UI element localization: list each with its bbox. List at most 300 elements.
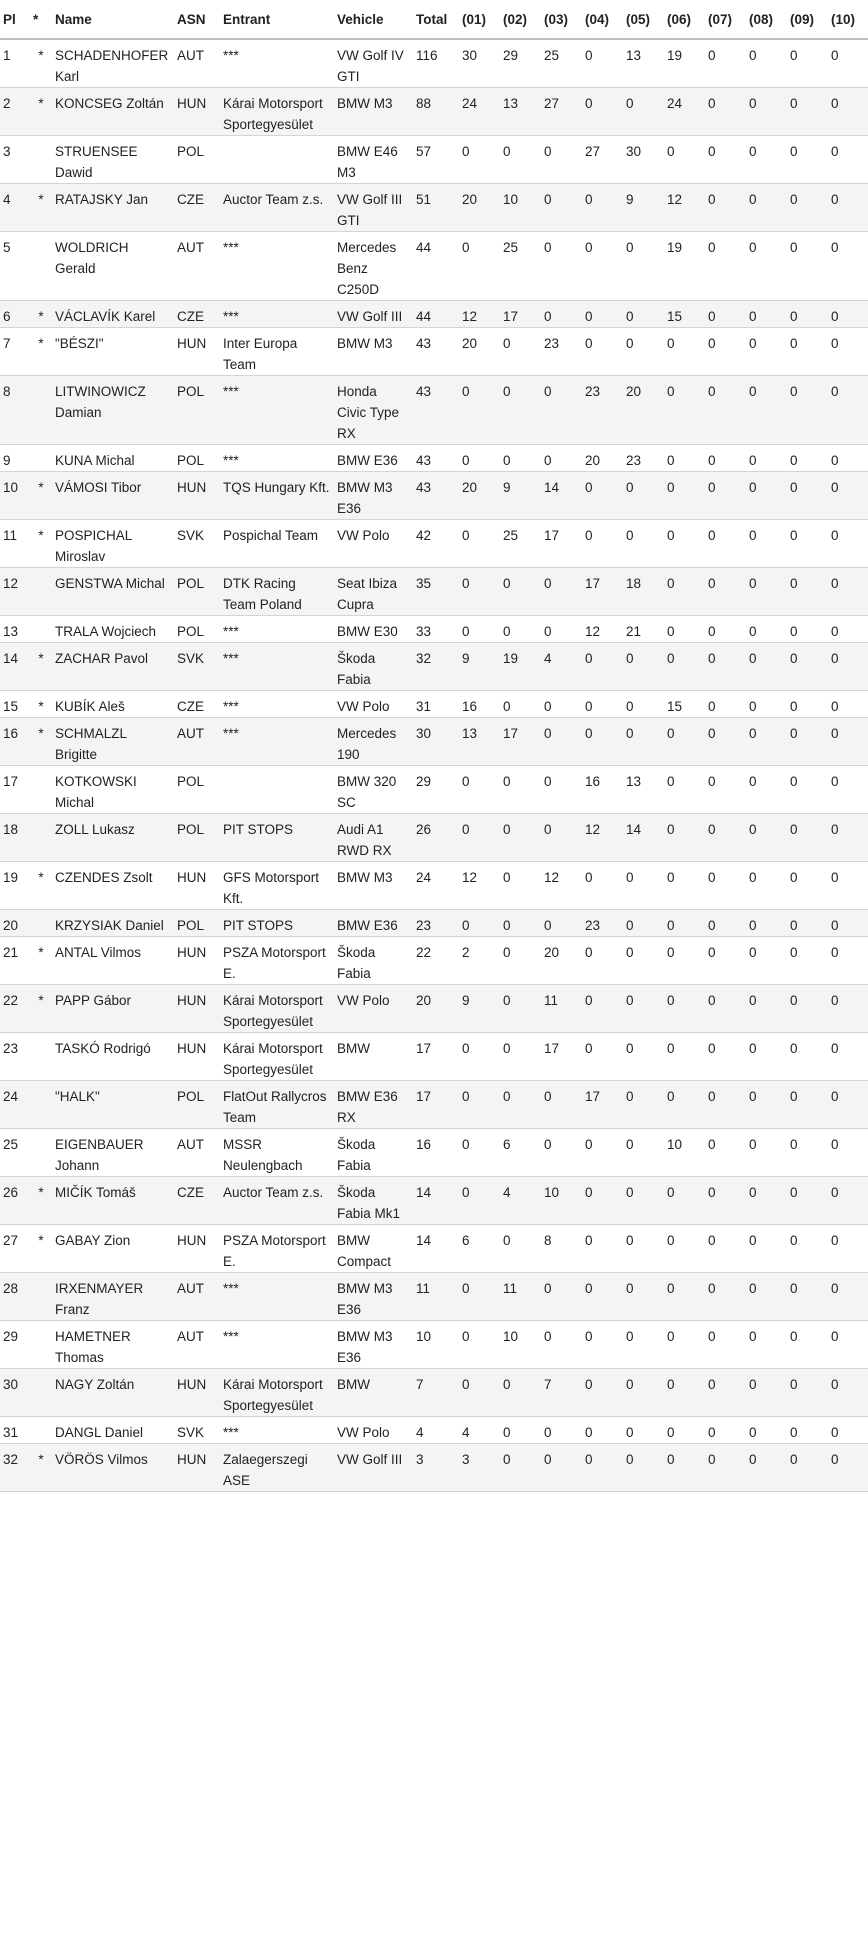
cell-round-10: 0 <box>827 862 868 910</box>
cell-round-10: 0 <box>827 1129 868 1177</box>
cell-mark <box>30 814 52 862</box>
cell-round-04: 0 <box>581 328 622 376</box>
cell-total: 116 <box>412 39 458 88</box>
cell-round-01: 4 <box>458 1417 499 1444</box>
cell-entrant: Kárai Motorsport Sportegyesület <box>220 88 334 136</box>
cell-round-08: 0 <box>745 814 786 862</box>
cell-round-03: 25 <box>540 39 581 88</box>
cell-round-08: 0 <box>745 691 786 718</box>
cell-entrant: *** <box>220 718 334 766</box>
cell-round-06: 0 <box>663 937 704 985</box>
cell-round-06: 0 <box>663 766 704 814</box>
cell-name: NAGY Zoltán <box>52 1369 174 1417</box>
cell-round-05: 0 <box>622 1321 663 1369</box>
cell-round-01: 0 <box>458 766 499 814</box>
cell-round-10: 0 <box>827 184 868 232</box>
cell-round-02: 9 <box>499 472 540 520</box>
cell-name: PAPP Gábor <box>52 985 174 1033</box>
cell-round-08: 0 <box>745 616 786 643</box>
table-row <box>0 1129 868 1177</box>
cell-mark: * <box>30 1177 52 1225</box>
cell-entrant: PSZA Motorsport E. <box>220 937 334 985</box>
cell-round-09: 0 <box>786 1417 827 1444</box>
cell-round-08: 0 <box>745 718 786 766</box>
cell-round-08: 0 <box>745 88 786 136</box>
cell-round-03: 27 <box>540 88 581 136</box>
cell-round-02: 0 <box>499 910 540 937</box>
cell-mark <box>30 1417 52 1444</box>
cell-round-05: 0 <box>622 1177 663 1225</box>
cell-round-02: 17 <box>499 301 540 328</box>
cell-total: 22 <box>412 937 458 985</box>
cell-name: KUNA Michal <box>52 445 174 472</box>
cell-vehicle: Mercedes Benz C250D <box>334 232 412 301</box>
cell-round-03: 7 <box>540 1369 581 1417</box>
cell-round-01: 6 <box>458 1225 499 1273</box>
cell-total: 24 <box>412 862 458 910</box>
cell-round-09: 0 <box>786 718 827 766</box>
cell-round-07: 0 <box>704 88 745 136</box>
cell-place: 10 <box>0 472 30 520</box>
cell-total: 17 <box>412 1033 458 1081</box>
cell-vehicle: Škoda Fabia <box>334 643 412 691</box>
cell-round-06: 0 <box>663 1177 704 1225</box>
cell-round-06: 0 <box>663 136 704 184</box>
cell-round-07: 0 <box>704 766 745 814</box>
cell-place: 19 <box>0 862 30 910</box>
cell-total: 43 <box>412 472 458 520</box>
cell-round-08: 0 <box>745 328 786 376</box>
cell-name: RATAJSKY Jan <box>52 184 174 232</box>
table-row <box>0 1081 868 1129</box>
cell-round-03: 0 <box>540 616 581 643</box>
cell-round-01: 9 <box>458 985 499 1033</box>
cell-round-10: 0 <box>827 136 868 184</box>
cell-entrant: *** <box>220 39 334 88</box>
cell-name: VÖRÖS Vilmos <box>52 1444 174 1492</box>
cell-name: WOLDRICH Gerald <box>52 232 174 301</box>
cell-round-10: 0 <box>827 328 868 376</box>
cell-round-07: 0 <box>704 328 745 376</box>
cell-place: 14 <box>0 643 30 691</box>
cell-round-05: 0 <box>622 862 663 910</box>
cell-round-07: 0 <box>704 301 745 328</box>
cell-vehicle: VW Polo <box>334 1417 412 1444</box>
cell-round-06: 0 <box>663 1225 704 1273</box>
cell-round-04: 0 <box>581 184 622 232</box>
cell-round-03: 0 <box>540 184 581 232</box>
cell-round-02: 0 <box>499 691 540 718</box>
cell-round-07: 0 <box>704 862 745 910</box>
cell-round-05: 0 <box>622 1417 663 1444</box>
cell-round-03: 17 <box>540 520 581 568</box>
cell-round-05: 0 <box>622 520 663 568</box>
cell-round-05: 0 <box>622 1225 663 1273</box>
cell-round-05: 0 <box>622 937 663 985</box>
table-row <box>0 937 868 985</box>
cell-name: IRXENMAYER Franz <box>52 1273 174 1321</box>
cell-round-08: 0 <box>745 520 786 568</box>
table-row <box>0 814 868 862</box>
cell-asn: POL <box>174 766 220 814</box>
cell-name: SCHMALZL Brigitte <box>52 718 174 766</box>
cell-name: TRALA Wojciech <box>52 616 174 643</box>
cell-round-02: 0 <box>499 616 540 643</box>
cell-round-07: 0 <box>704 520 745 568</box>
cell-round-04: 16 <box>581 766 622 814</box>
cell-round-04: 0 <box>581 1417 622 1444</box>
cell-vehicle: BMW M3 <box>334 328 412 376</box>
cell-round-04: 17 <box>581 568 622 616</box>
table-row <box>0 691 868 718</box>
cell-round-02: 25 <box>499 520 540 568</box>
cell-asn: AUT <box>174 1273 220 1321</box>
cell-asn: HUN <box>174 937 220 985</box>
cell-asn: HUN <box>174 1033 220 1081</box>
cell-asn: POL <box>174 814 220 862</box>
cell-round-01: 0 <box>458 1081 499 1129</box>
cell-round-01: 0 <box>458 1369 499 1417</box>
cell-name: CZENDES Zsolt <box>52 862 174 910</box>
cell-round-07: 0 <box>704 1369 745 1417</box>
cell-round-09: 0 <box>786 643 827 691</box>
cell-entrant: Kárai Motorsport Sportegyesület <box>220 1369 334 1417</box>
cell-name: "HALK" <box>52 1081 174 1129</box>
cell-round-09: 0 <box>786 472 827 520</box>
cell-round-04: 17 <box>581 1081 622 1129</box>
cell-asn: HUN <box>174 985 220 1033</box>
cell-asn: CZE <box>174 301 220 328</box>
cell-round-03: 8 <box>540 1225 581 1273</box>
cell-round-10: 0 <box>827 232 868 301</box>
cell-round-08: 0 <box>745 985 786 1033</box>
cell-round-10: 0 <box>827 1417 868 1444</box>
cell-entrant: Zalaegerszegi ASE <box>220 1444 334 1492</box>
header-mark: * <box>30 0 52 39</box>
header-round-10: (10) <box>827 0 868 39</box>
cell-round-10: 0 <box>827 691 868 718</box>
cell-round-01: 20 <box>458 328 499 376</box>
header-pl: Pl <box>0 0 30 39</box>
cell-mark: * <box>30 691 52 718</box>
header-asn: ASN <box>174 0 220 39</box>
cell-mark <box>30 445 52 472</box>
cell-mark: * <box>30 88 52 136</box>
table-row <box>0 1444 868 1492</box>
table-row <box>0 910 868 937</box>
cell-round-07: 0 <box>704 1033 745 1081</box>
cell-round-02: 17 <box>499 718 540 766</box>
cell-asn: HUN <box>174 1225 220 1273</box>
cell-place: 5 <box>0 232 30 301</box>
cell-asn: AUT <box>174 1321 220 1369</box>
cell-round-09: 0 <box>786 910 827 937</box>
cell-round-09: 0 <box>786 232 827 301</box>
cell-round-02: 6 <box>499 1129 540 1177</box>
table-row <box>0 472 868 520</box>
cell-round-09: 0 <box>786 301 827 328</box>
cell-round-06: 0 <box>663 1369 704 1417</box>
cell-round-02: 0 <box>499 1033 540 1081</box>
cell-round-03: 0 <box>540 1129 581 1177</box>
cell-round-04: 0 <box>581 862 622 910</box>
cell-round-05: 9 <box>622 184 663 232</box>
cell-round-10: 0 <box>827 937 868 985</box>
cell-mark <box>30 766 52 814</box>
cell-entrant: *** <box>220 445 334 472</box>
cell-round-03: 0 <box>540 814 581 862</box>
cell-vehicle: VW Polo <box>334 691 412 718</box>
cell-round-06: 0 <box>663 643 704 691</box>
cell-mark: * <box>30 184 52 232</box>
cell-total: 88 <box>412 88 458 136</box>
cell-round-10: 0 <box>827 301 868 328</box>
cell-name: KUBÍK Aleš <box>52 691 174 718</box>
cell-round-03: 0 <box>540 718 581 766</box>
cell-mark: * <box>30 862 52 910</box>
cell-round-06: 0 <box>663 445 704 472</box>
cell-round-05: 0 <box>622 232 663 301</box>
cell-round-09: 0 <box>786 1273 827 1321</box>
cell-round-02: 0 <box>499 445 540 472</box>
cell-vehicle: BMW M3 E36 <box>334 472 412 520</box>
cell-round-10: 0 <box>827 766 868 814</box>
cell-round-02: 0 <box>499 1369 540 1417</box>
cell-round-09: 0 <box>786 445 827 472</box>
cell-round-06: 24 <box>663 88 704 136</box>
cell-vehicle: BMW Compact <box>334 1225 412 1273</box>
cell-round-10: 0 <box>827 1081 868 1129</box>
cell-name: EIGENBAUER Johann <box>52 1129 174 1177</box>
cell-round-04: 0 <box>581 1129 622 1177</box>
cell-round-01: 0 <box>458 232 499 301</box>
cell-round-10: 0 <box>827 472 868 520</box>
cell-total: 31 <box>412 691 458 718</box>
cell-round-05: 0 <box>622 691 663 718</box>
cell-place: 30 <box>0 1369 30 1417</box>
cell-place: 31 <box>0 1417 30 1444</box>
cell-entrant: *** <box>220 1321 334 1369</box>
cell-round-03: 11 <box>540 985 581 1033</box>
cell-round-10: 0 <box>827 1033 868 1081</box>
cell-entrant: *** <box>220 1417 334 1444</box>
cell-round-10: 0 <box>827 445 868 472</box>
cell-round-03: 14 <box>540 472 581 520</box>
cell-round-07: 0 <box>704 136 745 184</box>
cell-round-08: 0 <box>745 1273 786 1321</box>
cell-mark: * <box>30 301 52 328</box>
cell-round-03: 0 <box>540 1321 581 1369</box>
table-row <box>0 568 868 616</box>
cell-round-04: 0 <box>581 1177 622 1225</box>
table-row <box>0 985 868 1033</box>
header-entrant: Entrant <box>220 0 334 39</box>
cell-round-09: 0 <box>786 814 827 862</box>
cell-round-01: 0 <box>458 136 499 184</box>
cell-vehicle: BMW M3 <box>334 88 412 136</box>
cell-round-03: 4 <box>540 643 581 691</box>
cell-entrant: Kárai Motorsport Sportegyesület <box>220 985 334 1033</box>
header-round-03: (03) <box>540 0 581 39</box>
cell-round-04: 0 <box>581 1369 622 1417</box>
cell-round-07: 0 <box>704 1129 745 1177</box>
cell-round-01: 0 <box>458 568 499 616</box>
cell-name: "BÉSZI" <box>52 328 174 376</box>
cell-round-02: 25 <box>499 232 540 301</box>
cell-vehicle: BMW E36 <box>334 445 412 472</box>
cell-total: 14 <box>412 1177 458 1225</box>
cell-round-04: 0 <box>581 691 622 718</box>
cell-round-07: 0 <box>704 1417 745 1444</box>
cell-round-09: 0 <box>786 1321 827 1369</box>
cell-round-03: 0 <box>540 568 581 616</box>
table-row <box>0 445 868 472</box>
cell-round-06: 0 <box>663 862 704 910</box>
cell-round-04: 0 <box>581 472 622 520</box>
cell-vehicle: BMW E30 <box>334 616 412 643</box>
cell-round-06: 0 <box>663 520 704 568</box>
cell-round-01: 2 <box>458 937 499 985</box>
cell-round-04: 0 <box>581 232 622 301</box>
header-round-08: (08) <box>745 0 786 39</box>
cell-mark <box>30 1081 52 1129</box>
cell-round-04: 0 <box>581 88 622 136</box>
cell-round-06: 0 <box>663 718 704 766</box>
cell-round-05: 13 <box>622 766 663 814</box>
cell-total: 26 <box>412 814 458 862</box>
header-row <box>0 0 868 39</box>
cell-round-07: 0 <box>704 985 745 1033</box>
cell-entrant: Inter Europa Team <box>220 328 334 376</box>
cell-place: 15 <box>0 691 30 718</box>
cell-mark <box>30 1321 52 1369</box>
cell-asn: HUN <box>174 862 220 910</box>
cell-asn: POL <box>174 136 220 184</box>
cell-place: 24 <box>0 1081 30 1129</box>
cell-round-10: 0 <box>827 376 868 445</box>
cell-round-08: 0 <box>745 39 786 88</box>
cell-round-07: 0 <box>704 472 745 520</box>
cell-round-03: 0 <box>540 136 581 184</box>
cell-entrant: *** <box>220 616 334 643</box>
cell-name: ZACHAR Pavol <box>52 643 174 691</box>
cell-mark: * <box>30 520 52 568</box>
cell-round-03: 0 <box>540 910 581 937</box>
table-row <box>0 766 868 814</box>
cell-round-10: 0 <box>827 1225 868 1273</box>
cell-total: 51 <box>412 184 458 232</box>
cell-round-07: 0 <box>704 184 745 232</box>
cell-round-03: 0 <box>540 1417 581 1444</box>
cell-round-08: 0 <box>745 1369 786 1417</box>
cell-round-04: 0 <box>581 1273 622 1321</box>
cell-round-06: 19 <box>663 39 704 88</box>
cell-asn: HUN <box>174 328 220 376</box>
cell-total: 4 <box>412 1417 458 1444</box>
cell-round-09: 0 <box>786 136 827 184</box>
cell-vehicle: BMW 320 SC <box>334 766 412 814</box>
cell-total: 17 <box>412 1081 458 1129</box>
cell-entrant <box>220 136 334 184</box>
cell-round-09: 0 <box>786 184 827 232</box>
cell-round-02: 0 <box>499 862 540 910</box>
cell-round-04: 27 <box>581 136 622 184</box>
cell-place: 23 <box>0 1033 30 1081</box>
table-row <box>0 520 868 568</box>
cell-vehicle: BMW M3 E36 <box>334 1273 412 1321</box>
cell-round-02: 0 <box>499 568 540 616</box>
cell-place: 21 <box>0 937 30 985</box>
cell-round-06: 0 <box>663 568 704 616</box>
cell-round-03: 0 <box>540 691 581 718</box>
table-row <box>0 1225 868 1273</box>
cell-place: 13 <box>0 616 30 643</box>
cell-round-02: 0 <box>499 376 540 445</box>
cell-round-01: 0 <box>458 616 499 643</box>
cell-round-03: 17 <box>540 1033 581 1081</box>
cell-round-01: 30 <box>458 39 499 88</box>
cell-total: 35 <box>412 568 458 616</box>
table-row <box>0 184 868 232</box>
cell-name: KRZYSIAK Daniel <box>52 910 174 937</box>
cell-round-09: 0 <box>786 1081 827 1129</box>
cell-asn: HUN <box>174 1444 220 1492</box>
cell-round-04: 0 <box>581 1444 622 1492</box>
cell-round-04: 12 <box>581 616 622 643</box>
cell-round-07: 0 <box>704 910 745 937</box>
cell-round-01: 0 <box>458 1321 499 1369</box>
cell-round-04: 23 <box>581 910 622 937</box>
cell-mark: * <box>30 1444 52 1492</box>
cell-name: GENSTWA Michal <box>52 568 174 616</box>
cell-round-08: 0 <box>745 472 786 520</box>
cell-round-03: 0 <box>540 445 581 472</box>
cell-round-08: 0 <box>745 1081 786 1129</box>
cell-round-06: 0 <box>663 376 704 445</box>
cell-entrant <box>220 766 334 814</box>
cell-round-05: 13 <box>622 39 663 88</box>
cell-round-08: 0 <box>745 1033 786 1081</box>
cell-entrant: *** <box>220 376 334 445</box>
cell-round-09: 0 <box>786 1033 827 1081</box>
cell-vehicle: Honda Civic Type RX <box>334 376 412 445</box>
cell-total: 14 <box>412 1225 458 1273</box>
cell-round-07: 0 <box>704 1444 745 1492</box>
cell-round-09: 0 <box>786 520 827 568</box>
cell-round-01: 13 <box>458 718 499 766</box>
cell-entrant: Pospichal Team <box>220 520 334 568</box>
cell-place: 9 <box>0 445 30 472</box>
cell-round-09: 0 <box>786 1369 827 1417</box>
cell-round-03: 0 <box>540 1444 581 1492</box>
cell-entrant: MSSR Neulengbach <box>220 1129 334 1177</box>
cell-round-04: 0 <box>581 39 622 88</box>
cell-asn: AUT <box>174 39 220 88</box>
cell-round-05: 14 <box>622 814 663 862</box>
cell-round-09: 0 <box>786 328 827 376</box>
cell-entrant: *** <box>220 301 334 328</box>
cell-entrant: *** <box>220 691 334 718</box>
cell-round-07: 0 <box>704 376 745 445</box>
cell-total: 42 <box>412 520 458 568</box>
cell-vehicle: BMW E36 RX <box>334 1081 412 1129</box>
cell-round-09: 0 <box>786 39 827 88</box>
table-row <box>0 1321 868 1369</box>
cell-entrant: PIT STOPS <box>220 910 334 937</box>
cell-asn: AUT <box>174 232 220 301</box>
cell-round-01: 24 <box>458 88 499 136</box>
cell-round-01: 20 <box>458 472 499 520</box>
